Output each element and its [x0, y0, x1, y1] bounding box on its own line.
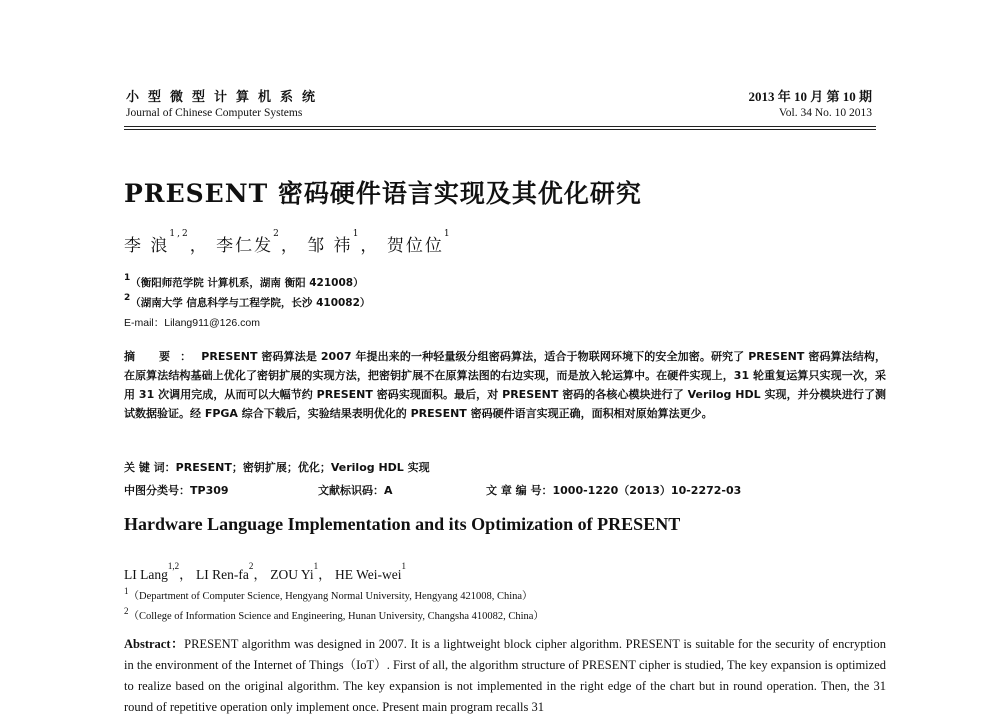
author-en: LI Ren-$fa^2$， — [195, 561, 267, 582]
author-en: ZOU Yi$^1$， — [270, 561, 332, 582]
abstract-cn-text: PRESENT 密码算法是 2007 年提出来的一种轻量级分组密码算法，适合于物联网环境下的安全加密。研究了 PRESENT 密码算法结构，在原算法结构基础上优化了密钥扩展的实现方法，把密钥扩展不在原算法图的右边实现，而是放入轮运算中。在硬件实现上，31 轮重复运算只实现一次，采用 31 次调用完成，从而可以大幅节约 PRESENT 密码实现面积。最后，对 PRESENT 密码的各核心模块进行了 Verilog HDL 实现，并分模块进行了测试数据验证。经 FPGA 综合下载后，实验结果表明优化的 PRESENT 密码硬件语言实现正确，面积相对原始算法更少。 — [124, 350, 886, 420]
header-rule-bottom — [124, 129, 876, 130]
keywords-label: 关 键 词： — [124, 461, 176, 474]
article-number: 文 章 编 号：1000-1220（2013）10-2272-03 — [486, 484, 742, 497]
paper-title-en: Hardware Language Implementation and its Optimization of PRESENT — [124, 514, 681, 534]
issue-info-en: Vol. 34 No. 10 2013 — [778, 107, 872, 119]
clc-number: 中图分类号：TP309 — [124, 484, 229, 497]
journal-name-cn: 小型微型计算机系统 — [126, 90, 325, 105]
author-cn: 李 浪$^{1,2}$， — [124, 229, 209, 256]
keywords-text: PRESENT；密钥扩展；优化；Verilog HDL 实现 — [175, 461, 430, 474]
contact-email: E-mail：Lilang911@126.com — [124, 317, 260, 329]
author-list-cn — [124, 231, 452, 256]
affiliation-cn-2: $^2$（湖南大学 信息科学与工程学院，长沙 410082） — [124, 293, 371, 309]
journal-name-en: Journal of Chinese Computer Systems — [126, 107, 303, 119]
affiliation-cn-1: $^1$（衡阳师范学院 计算机系，湖南 衡阳 421008） — [124, 273, 364, 289]
abstract-en-text: PRESENT algorithm was designed in 2007. It is a lightweight block cipher algorithm. PRESENT is suitable for the security of encryption in the environment of the Internet of Things（IoT）. First of all, the algorithm structure of PRESENT cipher is studied, The key expansion is optimized to realize based on the original algorithm. The key expansion is not implemented in the right edge of the chart but in round operation. Then, the 31 round of repetitive operation only implement once. Present main program recalls 31 — [124, 637, 887, 714]
author-en: LI Lang$^{1,2}$， — [124, 561, 193, 582]
author-en: HE Wei-wei$^1$ — [334, 561, 406, 582]
affiliation-en-1: $^1$（Department of Computer Science, Hengyang Normal University, Hengyang 421008, China） — [124, 586, 533, 602]
issue-info-cn: 2013 年 10 月 第 10 期 — [748, 89, 872, 104]
author-cn: 邹 祎$^1$， — [307, 229, 380, 256]
abstract-en-label: Abstract： — [124, 637, 185, 651]
author-cn: 李仁发$^2$， — [216, 229, 300, 256]
author-list-en — [124, 563, 406, 583]
document-code: 文献标识码：A — [318, 484, 393, 497]
keywords-cn — [124, 459, 430, 475]
affiliation-en-2: $^2$（College of Information Science and Engineering, Hunan University, Changsha 410082, China） — [124, 606, 544, 622]
author-cn: 贺位位$^1$ — [386, 229, 452, 256]
abstract-cn — [124, 347, 886, 423]
abstract-cn-label: 摘 要： — [124, 350, 202, 363]
header-rule-top — [124, 126, 876, 127]
abstract-en — [124, 634, 886, 718]
paper-title-cn: PRESENT 密码硬件语言实现及其优化研究 — [124, 179, 642, 208]
